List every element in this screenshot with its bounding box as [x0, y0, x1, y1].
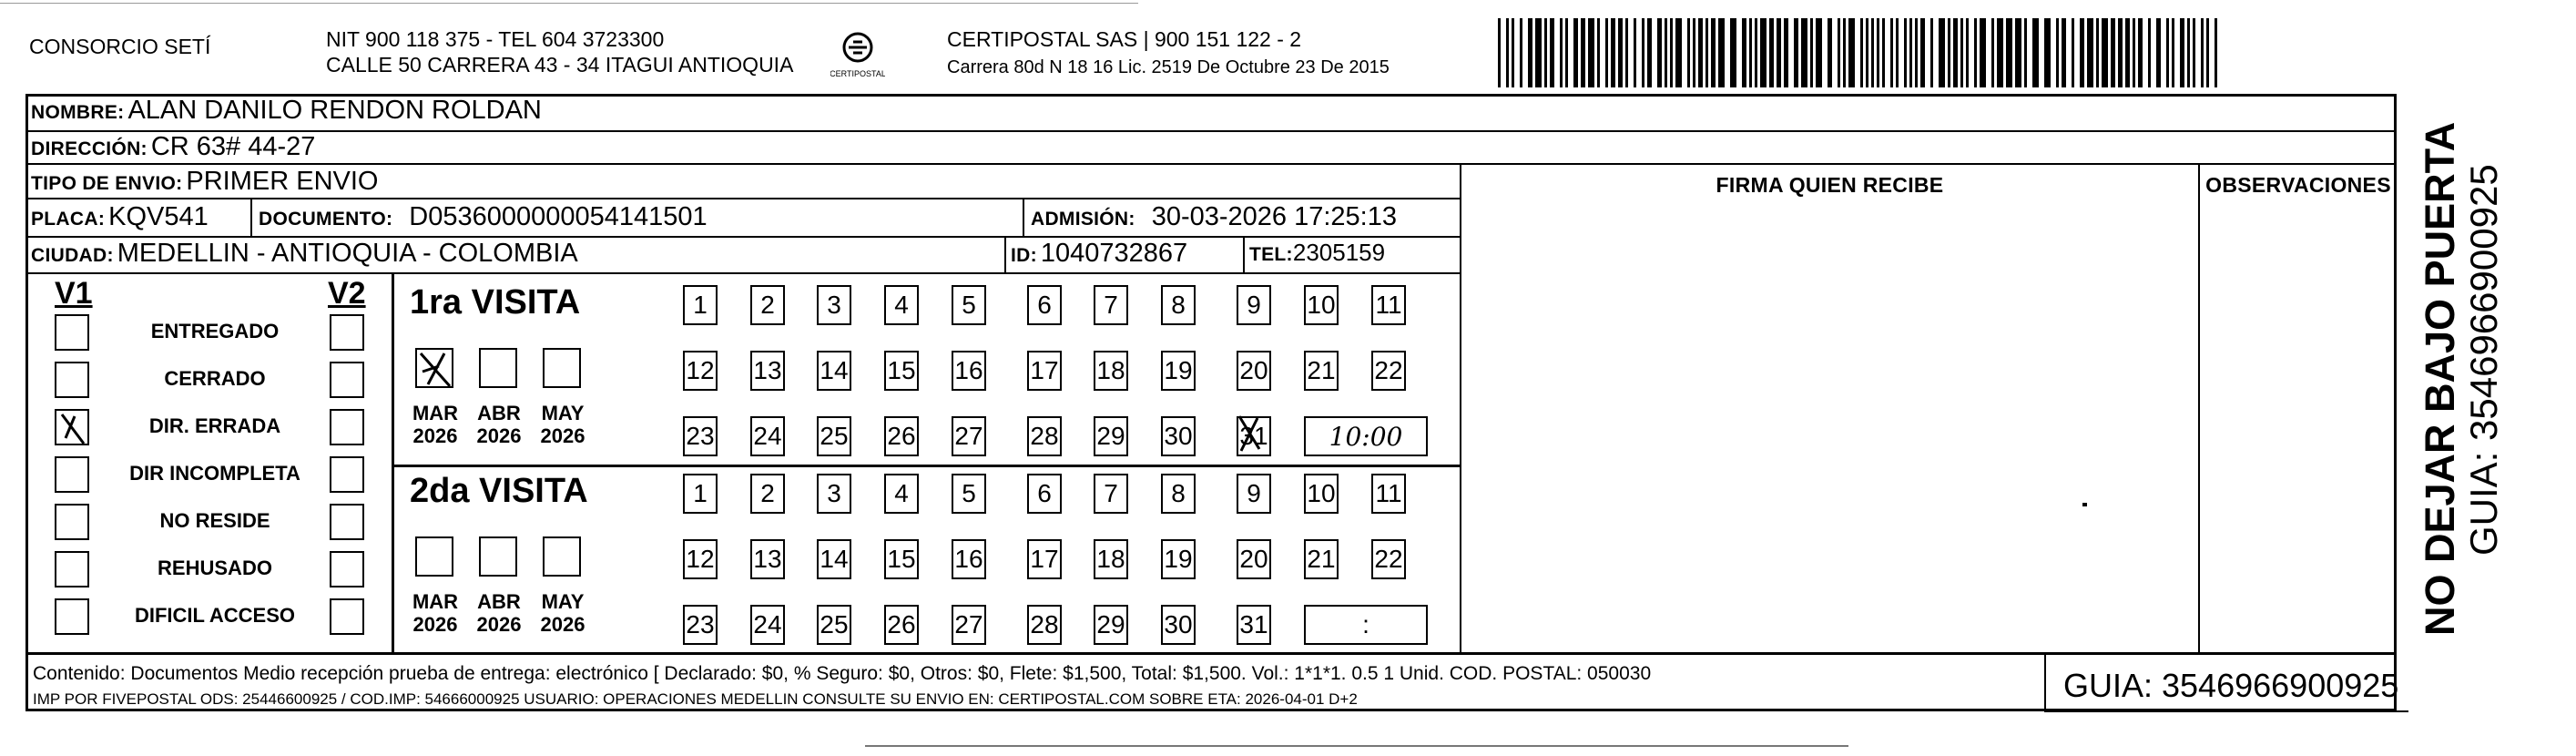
v1-checkbox[interactable] — [55, 598, 89, 635]
v1-checkbox[interactable] — [55, 551, 89, 587]
day-box[interactable]: 24 — [750, 416, 785, 456]
status-label: ENTREGADO — [150, 320, 280, 342]
ciudad-row: CIUDAD: MEDELLIN - ANTIOQUIA - COLOMBIA — [31, 239, 578, 268]
tipo-envio-value: PRIMER ENVIO — [186, 167, 379, 196]
day-box[interactable]: 18 — [1094, 539, 1128, 579]
visit-title: 1ra VISITA — [410, 283, 581, 322]
day-box[interactable]: 19 — [1161, 539, 1196, 579]
day-box[interactable]: 20 — [1237, 539, 1271, 579]
day-box[interactable]: 31 — [1237, 416, 1271, 456]
v1-checkbox[interactable] — [55, 456, 89, 493]
status-label: REHUSADO — [158, 557, 272, 579]
day-box[interactable]: 24 — [750, 605, 785, 645]
month-checkbox[interactable] — [543, 536, 581, 577]
day-box[interactable]: 23 — [683, 605, 718, 645]
day-box[interactable]: 18 — [1094, 351, 1128, 391]
tel-row: TEL: 2305159 — [1249, 239, 1386, 266]
day-box[interactable]: 13 — [750, 539, 785, 579]
day-box[interactable]: 1 — [683, 474, 718, 514]
month-checkbox[interactable] — [479, 536, 517, 577]
day-box[interactable]: 25 — [817, 605, 851, 645]
license-line: Carrera 80d N 18 16 Lic. 2519 De Octubre 23 De 2015 — [947, 57, 1390, 77]
month-label: MAR 2026 — [412, 402, 459, 447]
status-label: DIR INCOMPLETA — [129, 462, 300, 485]
day-box[interactable]: 1 — [683, 285, 718, 325]
day-box[interactable]: 8 — [1161, 474, 1196, 514]
day-box[interactable]: 6 — [1027, 474, 1062, 514]
v2-checkbox[interactable] — [330, 551, 364, 587]
day-box[interactable]: 28 — [1027, 416, 1062, 456]
day-box[interactable]: 30 — [1161, 605, 1196, 645]
day-box[interactable]: 3 — [817, 285, 851, 325]
ciudad-value: MEDELLIN - ANTIOQUIA - COLOMBIA — [117, 239, 578, 268]
day-box[interactable]: 5 — [952, 285, 986, 325]
day-box[interactable]: 29 — [1094, 416, 1128, 456]
day-box[interactable]: 27 — [952, 416, 986, 456]
tipo-envio-row: TIPO DE ENVIO: PRIMER ENVIO — [31, 167, 379, 196]
id-row: ID: 1040732867 — [1011, 239, 1188, 268]
day-box[interactable]: 22 — [1371, 539, 1406, 579]
id-value: 1040732867 — [1040, 239, 1188, 268]
nit-line: NIT 900 118 375 - TEL 604 3723300 — [326, 27, 665, 51]
day-box[interactable]: 23 — [683, 416, 718, 456]
month-label: ABR 2026 — [476, 590, 522, 636]
certipostal-line: CERTIPOSTAL SAS | 900 151 122 - 2 — [947, 27, 1302, 51]
status-label: DIFICIL ACCESO — [134, 604, 295, 627]
day-box[interactable]: 5 — [952, 474, 986, 514]
v1-checkbox[interactable] — [55, 504, 89, 540]
day-box[interactable]: 29 — [1094, 605, 1128, 645]
v2-checkbox[interactable] — [330, 598, 364, 635]
status-label: DIR. ERRADA — [148, 414, 281, 437]
v2-checkbox[interactable] — [330, 409, 364, 445]
day-box[interactable]: 9 — [1237, 285, 1271, 325]
month-label: MAY 2026 — [540, 402, 585, 447]
time-field[interactable]: 10:00 — [1304, 416, 1428, 456]
day-box[interactable]: 16 — [952, 539, 986, 579]
v1-checkbox[interactable] — [55, 409, 89, 445]
stray-mark — [2082, 503, 2087, 506]
day-box[interactable]: 13 — [750, 351, 785, 391]
month-label: ABR 2026 — [476, 402, 522, 447]
v2-checkbox[interactable] — [330, 504, 364, 540]
v1-checkbox[interactable] — [55, 314, 89, 351]
day-box[interactable]: 7 — [1094, 285, 1128, 325]
day-box[interactable]: 14 — [817, 539, 851, 579]
svg-text:CERTIPOSTAL: CERTIPOSTAL — [830, 69, 885, 78]
firma-header: FIRMA QUIEN RECIBE — [1716, 173, 1944, 197]
no-dejar-bajo-puerta: NO DEJAR BAJO PUERTA — [2417, 121, 2463, 636]
nombre-row: NOMBRE: ALAN DANILO RENDON ROLDAN — [31, 96, 542, 125]
certipostal-logo — [830, 29, 885, 82]
scan-top-line — [0, 3, 1138, 4]
month-label: MAR 2026 — [412, 590, 459, 636]
day-box[interactable]: 12 — [683, 351, 718, 391]
status-label: CERRADO — [164, 367, 266, 390]
month-checkbox[interactable] — [479, 348, 517, 388]
day-box[interactable]: 25 — [817, 416, 851, 456]
day-box[interactable]: 12 — [683, 539, 718, 579]
day-box[interactable]: 10 — [1304, 474, 1339, 514]
time-field[interactable]: : — [1304, 605, 1428, 645]
status-label: NO RESIDE — [159, 509, 270, 532]
day-box[interactable]: 28 — [1027, 605, 1062, 645]
day-box[interactable]: 21 — [1304, 539, 1339, 579]
day-box[interactable]: 22 — [1371, 351, 1406, 391]
day-box[interactable]: 26 — [884, 416, 919, 456]
day-box[interactable]: 8 — [1161, 285, 1196, 325]
day-box[interactable]: 11 — [1371, 285, 1406, 325]
day-box[interactable]: 15 — [884, 351, 919, 391]
v1-checkbox[interactable] — [55, 362, 89, 398]
imp-text: IMP POR FIVEPOSTAL ODS: 25446600925 / COD.IMP: 54666000925 USUARIO: OPERACIONES MEDELLIN CONSULTE SU ENVIO EN: CERTIPOSTAL.COM SOBRE ETA: 2026-04-01 D+2 — [33, 690, 1358, 708]
day-box[interactable]: 6 — [1027, 285, 1062, 325]
day-box[interactable]: 9 — [1237, 474, 1271, 514]
v2-label: V2 — [328, 276, 366, 311]
documento-value: D0536000000054141501 — [409, 202, 708, 231]
guia-box: GUIA: 3546966900925 — [2063, 667, 2399, 704]
day-box[interactable]: 27 — [952, 605, 986, 645]
day-box[interactable]: 17 — [1027, 539, 1062, 579]
barcode — [1498, 18, 2226, 87]
day-box[interactable]: 17 — [1027, 351, 1062, 391]
day-box[interactable]: 20 — [1237, 351, 1271, 391]
nombre-value: ALAN DANILO RENDON ROLDAN — [127, 96, 542, 125]
v1-label: V1 — [55, 276, 93, 311]
day-box[interactable]: 11 — [1371, 474, 1406, 514]
placa-row: PLACA: KQV541 — [31, 202, 209, 231]
day-box[interactable]: 21 — [1304, 351, 1339, 391]
month-checkbox[interactable] — [543, 348, 581, 388]
admision-row: ADMISIÓN: 30-03-2026 17:25:13 — [1031, 202, 1397, 231]
day-box[interactable]: 4 — [884, 474, 919, 514]
scan-bottom-line — [865, 745, 1848, 747]
day-box[interactable]: 2 — [750, 285, 785, 325]
side-guia: GUIA: 3546966900925 — [2462, 164, 2505, 556]
day-box[interactable]: 19 — [1161, 351, 1196, 391]
month-checkbox[interactable] — [415, 348, 453, 388]
day-box[interactable]: 30 — [1161, 416, 1196, 456]
visit-title: 2da VISITA — [410, 472, 588, 510]
day-box[interactable]: 2 — [750, 474, 785, 514]
day-box[interactable]: 26 — [884, 605, 919, 645]
day-box[interactable]: 31 — [1237, 605, 1271, 645]
day-box[interactable]: 7 — [1094, 474, 1128, 514]
v2-checkbox[interactable] — [330, 314, 364, 351]
day-box[interactable]: 15 — [884, 539, 919, 579]
direccion-value: CR 63# 44-27 — [150, 132, 316, 161]
v2-checkbox[interactable] — [330, 362, 364, 398]
placa-value: KQV541 — [108, 202, 209, 231]
v2-checkbox[interactable] — [330, 456, 364, 493]
month-checkbox[interactable] — [415, 536, 453, 577]
direccion-row: DIRECCIÓN: CR 63# 44-27 — [31, 132, 316, 161]
day-box[interactable]: 3 — [817, 474, 851, 514]
tel-value: 2305159 — [1292, 239, 1386, 266]
documento-row: DOCUMENTO: D0536000000054141501 — [259, 202, 708, 231]
company-name: CONSORCIO SETÍ — [29, 35, 211, 58]
observaciones-header: OBSERVACIONES — [2205, 173, 2391, 197]
day-box[interactable]: 4 — [884, 285, 919, 325]
contenido-text: Contenido: Documentos Medio recepción prueba de entrega: electrónico [ Declarado: $0, % Seguro: $0, Otros: $0, Flete: $1,500, Total: $1,500. Vol.: 1*1*1. 0.5 1 Unid. COD. POSTAL: 050030 — [33, 663, 1652, 684]
day-box[interactable]: 16 — [952, 351, 986, 391]
day-box[interactable]: 14 — [817, 351, 851, 391]
day-box[interactable]: 10 — [1304, 285, 1339, 325]
admision-value: 30-03-2026 17:25:13 — [1151, 202, 1397, 231]
month-label: MAY 2026 — [540, 590, 585, 636]
company-address: CALLE 50 CARRERA 43 - 34 ITAGUI ANTIOQUIA — [326, 53, 794, 77]
